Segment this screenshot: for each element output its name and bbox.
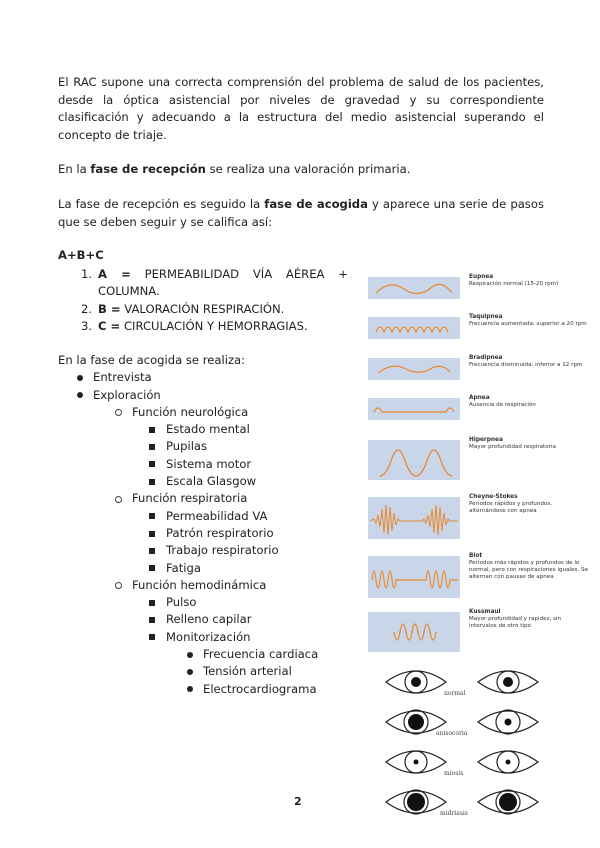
list-text: Tensión arterial — [203, 664, 292, 679]
abc-item-b — [58, 301, 348, 318]
pattern-desc: Ausencia de respiración — [469, 402, 536, 408]
pattern-name: Cheyne-Stokes — [469, 494, 518, 500]
list-text: Permeabilidad VA — [166, 508, 268, 523]
abc-item-a — [58, 266, 348, 301]
eupnea-waveform — [368, 277, 460, 299]
list-text: Entrevista — [93, 370, 152, 385]
acogida-intro: En la fase de acogida se realiza: — [58, 353, 246, 367]
pattern-name: Hiperpnea — [469, 437, 503, 443]
list-text: Función hemodinámica — [132, 577, 267, 592]
kussmaul-waveform — [368, 612, 460, 652]
list-text: Pulso — [166, 595, 197, 610]
list-text: Función neurológica — [132, 404, 249, 419]
list-item — [58, 560, 318, 577]
list-text — [98, 318, 348, 335]
pattern-name: Biot — [469, 553, 483, 559]
text-span: En la — [58, 162, 91, 176]
list-item-neuro — [58, 404, 318, 421]
list-text: Exploración — [93, 387, 161, 402]
cheyne-stokes-waveform — [368, 497, 460, 539]
waveform-box — [368, 440, 460, 480]
list-number: 2. — [80, 301, 92, 316]
pattern-label — [469, 355, 589, 369]
pattern-desc: Frecuencia aumentada: superior a 20 rpm — [469, 321, 587, 327]
list-text: Estado mental — [166, 422, 250, 437]
pattern-desc: Mayor profundidad y rapidez, sin intervalos de otro tipo — [469, 616, 562, 629]
bullet-icon — [187, 669, 193, 675]
list-item — [58, 663, 318, 680]
pupil-caption: miosis — [444, 770, 464, 777]
acogida-paragraph — [58, 196, 544, 231]
pupils-drawing — [382, 664, 542, 824]
list-item — [58, 456, 318, 473]
pattern-label — [469, 609, 589, 630]
list-text: Sistema motor — [166, 456, 252, 471]
circle-bullet-icon — [115, 496, 122, 503]
list-item — [58, 421, 318, 438]
abc-heading: A+B+C — [58, 248, 104, 262]
pattern-desc: Frecuencia disminuida: inferior a 12 rpm — [469, 362, 583, 368]
list-item — [58, 611, 318, 628]
acogida-phase-term: fase de acogida — [264, 197, 368, 211]
pupil-caption: normal — [444, 690, 466, 697]
pattern-name: Eupnea — [469, 274, 494, 280]
list-item-entrevista — [58, 369, 318, 386]
hiperpnea-waveform — [368, 440, 460, 480]
list-text: Trabajo respiratorio — [166, 543, 279, 558]
bullet-icon — [77, 375, 83, 381]
bradipnea-waveform — [368, 358, 460, 380]
list-item — [58, 438, 318, 455]
square-bullet-icon — [149, 634, 155, 640]
waveform-box — [368, 612, 460, 652]
square-bullet-icon — [149, 617, 155, 623]
square-bullet-icon — [149, 479, 155, 485]
list-item-hemo — [58, 577, 318, 594]
list-text — [98, 266, 348, 301]
intro-paragraph: El RAC supone una correcta comprensión del problema de salud de los pacientes, desde la óptica asistencial por niveles de gravedad y su correspondiente clasificación y adecuando a la estructura del medio asistencial superando el concepto de triaje. — [58, 75, 544, 142]
list-text: Fatiga — [166, 560, 201, 575]
pattern-label — [469, 274, 589, 288]
square-bullet-icon — [149, 461, 155, 467]
list-item — [58, 525, 318, 542]
square-bullet-icon — [149, 600, 155, 606]
text-span: se realiza una valoración primaria. — [205, 162, 411, 176]
abc-list — [58, 266, 348, 335]
pupil-caption: midriasis — [440, 810, 468, 817]
list-item — [58, 646, 318, 663]
waveform-box — [368, 497, 460, 539]
apnea-waveform — [368, 398, 460, 420]
list-item — [58, 473, 318, 490]
text-span: y aparece una serie de pasos que se deben seguir y se califica así: — [58, 197, 544, 229]
abc-item-c — [58, 318, 348, 335]
square-bullet-icon — [149, 565, 155, 571]
reception-phase-term: fase de recepción — [90, 162, 206, 176]
pattern-label — [469, 437, 589, 451]
waveform-box — [368, 398, 460, 420]
page-number: 2 — [294, 795, 302, 808]
pattern-desc: Períodos rápidos y profundos, alternándose con apnea — [469, 501, 553, 514]
pattern-name: Apnea — [469, 395, 490, 401]
pattern-label — [469, 314, 589, 328]
list-item — [58, 629, 318, 646]
bullet-icon — [77, 392, 83, 398]
list-text: Relleno capilar — [166, 612, 252, 627]
abc-text: VALORACIÓN RESPIRACIÓN. — [120, 301, 285, 316]
circle-bullet-icon — [115, 582, 122, 589]
square-bullet-icon — [149, 548, 155, 554]
waveform-box — [368, 358, 460, 380]
pupil-caption: anisocoria — [436, 730, 468, 737]
pattern-desc: Mayor profundidad respiratoria — [469, 444, 556, 450]
list-item — [58, 542, 318, 559]
pattern-label — [469, 494, 589, 515]
pattern-label — [469, 395, 589, 409]
square-bullet-icon — [149, 513, 155, 519]
list-item — [58, 508, 318, 525]
pattern-name: Kussmaul — [469, 609, 501, 615]
list-item — [58, 594, 318, 611]
square-bullet-icon — [149, 444, 155, 450]
list-item-resp — [58, 490, 318, 507]
list-number: 3. — [80, 318, 92, 333]
list-text: Patrón respiratorio — [166, 525, 274, 540]
list-item-exploracion — [58, 387, 318, 404]
waveform-box — [368, 556, 460, 598]
pattern-name: Taquipnea — [469, 314, 503, 320]
taquipnea-waveform — [368, 317, 460, 339]
pattern-label — [469, 553, 589, 581]
square-bullet-icon — [149, 531, 155, 537]
bullet-icon — [187, 652, 193, 658]
acogida-list — [58, 352, 318, 698]
bullet-icon — [187, 686, 193, 692]
list-number: 1. — [80, 267, 92, 281]
biot-waveform — [368, 556, 460, 598]
list-text: Frecuencia cardiaca — [203, 647, 319, 662]
abc-key: B = — [98, 301, 121, 316]
pattern-desc: Respiración normal (15-20 rpm) — [469, 281, 559, 287]
abc-key: C = — [98, 318, 121, 333]
list-text: Escala Glasgow — [166, 474, 257, 489]
reception-paragraph — [58, 161, 544, 179]
list-text: Monitorización — [166, 629, 251, 644]
pupils-figure — [382, 664, 542, 828]
abc-text: PERMEABILIDAD VÍA AÉREA + COLUMNA. — [98, 267, 348, 299]
waveform-box — [368, 277, 460, 299]
text-span: La fase de recepción es seguido la — [58, 197, 265, 211]
abc-text: CIRCULACIÓN Y HEMORRAGIAS. — [120, 318, 308, 333]
abc-key: A = — [98, 267, 131, 281]
pattern-name: Bradipnea — [469, 355, 503, 361]
pattern-desc: Períodos más rápidos y profundos de lo normal, pero con respiraciones iguales. Se alternan con pausas de apnea — [469, 560, 588, 580]
list-text: Electrocardiograma — [203, 681, 317, 696]
list-text — [98, 301, 348, 318]
list-text: Pupilas — [166, 439, 208, 454]
list-text: Función respiratoria — [132, 491, 248, 506]
list-item — [58, 681, 318, 698]
square-bullet-icon — [149, 427, 155, 433]
waveform-box — [368, 317, 460, 339]
circle-bullet-icon — [115, 409, 122, 416]
